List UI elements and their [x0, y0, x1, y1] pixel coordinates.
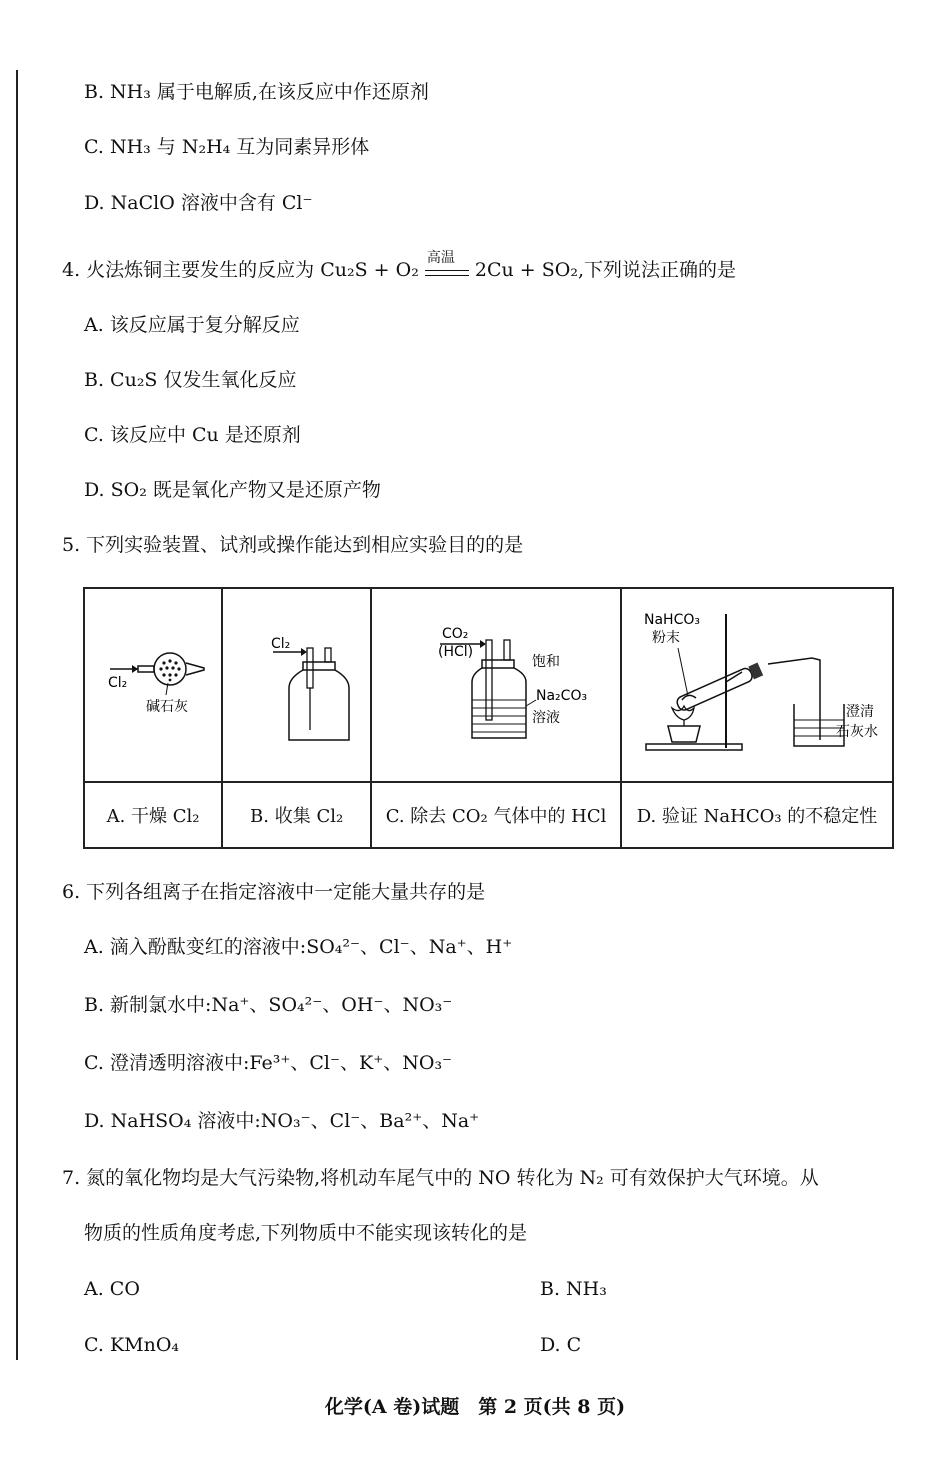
page-footer: 化学(A 卷)试题 第 2 页(共 8 页): [324, 1396, 626, 1418]
q3-option-c: C. NH₃ 与 N₂H₄ 互为同素异形体: [84, 136, 370, 158]
label-a-gas: Cl₂: [108, 674, 128, 691]
washing-bottle-diagram: [376, 618, 616, 748]
label-d-powder-1: NaHCO₃: [644, 611, 700, 628]
q7-option-d: D. C: [540, 1334, 582, 1356]
apparatus-d: [621, 588, 893, 782]
q7-stem-line-2: 物质的性质角度考虑,下列物质中不能实现该转化的是: [84, 1222, 528, 1244]
q6-option-a: A. 滴入酚酞变红的溶液中:SO₄²⁻、Cl⁻、Na⁺、H⁺: [84, 936, 513, 958]
label-c-sol-2: Na₂CO₃: [536, 687, 588, 704]
label-c-sol-3: 溶液: [532, 709, 561, 726]
q4-option-c: C. 该反应中 Cu 是还原剂: [84, 424, 301, 446]
drying-tube-diagram: [88, 623, 218, 743]
apparatus-c: [371, 588, 621, 782]
q3-option-b: B. NH₃ 属于电解质,在该反应中作还原剂: [84, 81, 429, 103]
q5-stem: 5. 下列实验装置、试剂或操作能达到相应实验目的的是: [62, 534, 524, 556]
q7-option-c: C. KMnO₄: [84, 1334, 180, 1356]
q4-stem-prefix: 4. 火法炼铜主要发生的反应为 Cu₂S + O₂: [62, 259, 419, 281]
reaction-condition: 高温: [426, 250, 455, 266]
q7-option-a: A. CO: [84, 1278, 140, 1300]
apparatus-a: [84, 588, 222, 782]
q3-option-d: D. NaClO 溶液中含有 Cl⁻: [84, 192, 313, 214]
reaction-arrow: [425, 250, 469, 282]
label-c-gas-1: CO₂: [442, 625, 469, 642]
q4-option-a: A. 该反应属于复分解反应: [84, 314, 300, 336]
caption-c: C. 除去 CO₂ 气体中的 HCl: [371, 782, 621, 848]
q6-option-c: C. 澄清透明溶液中:Fe³⁺、Cl⁻、K⁺、NO₃⁻: [84, 1052, 453, 1074]
label-d-water-1: 澄清: [846, 703, 874, 720]
q7-stem-line-1: 7. 氮的氧化物均是大气污染物,将机动车尾气中的 NO 转化为 N₂ 可有效保护大气环境。从: [62, 1167, 819, 1189]
heating-setup-diagram: [622, 608, 892, 758]
gas-bottle-diagram: [227, 618, 367, 748]
label-d-water-2: 石灰水: [836, 723, 878, 740]
label-d-powder-2: 粉末: [652, 629, 680, 646]
q4-option-d: D. SO₂ 既是氧化产物又是还原产物: [84, 479, 381, 501]
q6-option-d: D. NaHSO₄ 溶液中:NO₃⁻、Cl⁻、Ba²⁺、Na⁺: [84, 1110, 480, 1132]
label-a-reagent: 碱石灰: [146, 698, 189, 715]
apparatus-b: [222, 588, 371, 782]
q6-stem: 6. 下列各组离子在指定溶液中一定能大量共存的是: [62, 881, 486, 903]
label-c-gas-2: (HCl): [438, 643, 474, 660]
binding-margin-line: [16, 70, 18, 1360]
label-c-sol-1: 饱和: [532, 653, 561, 670]
caption-b: B. 收集 Cl₂: [222, 782, 371, 848]
q4-stem-suffix: 2Cu + SO₂,下列说法正确的是: [474, 259, 737, 281]
caption-d: D. 验证 NaHCO₃ 的不稳定性: [621, 782, 893, 848]
caption-a: A. 干燥 Cl₂: [84, 782, 222, 848]
q7-option-b: B. NH₃: [540, 1278, 607, 1300]
q4-option-b: B. Cu₂S 仅发生氧化反应: [84, 369, 297, 391]
q6-option-b: B. 新制氯水中:Na⁺、SO₄²⁻、OH⁻、NO₃⁻: [84, 994, 453, 1016]
experiment-table: [83, 587, 894, 849]
q4-stem: [62, 250, 737, 282]
label-b-gas: Cl₂: [270, 635, 290, 652]
